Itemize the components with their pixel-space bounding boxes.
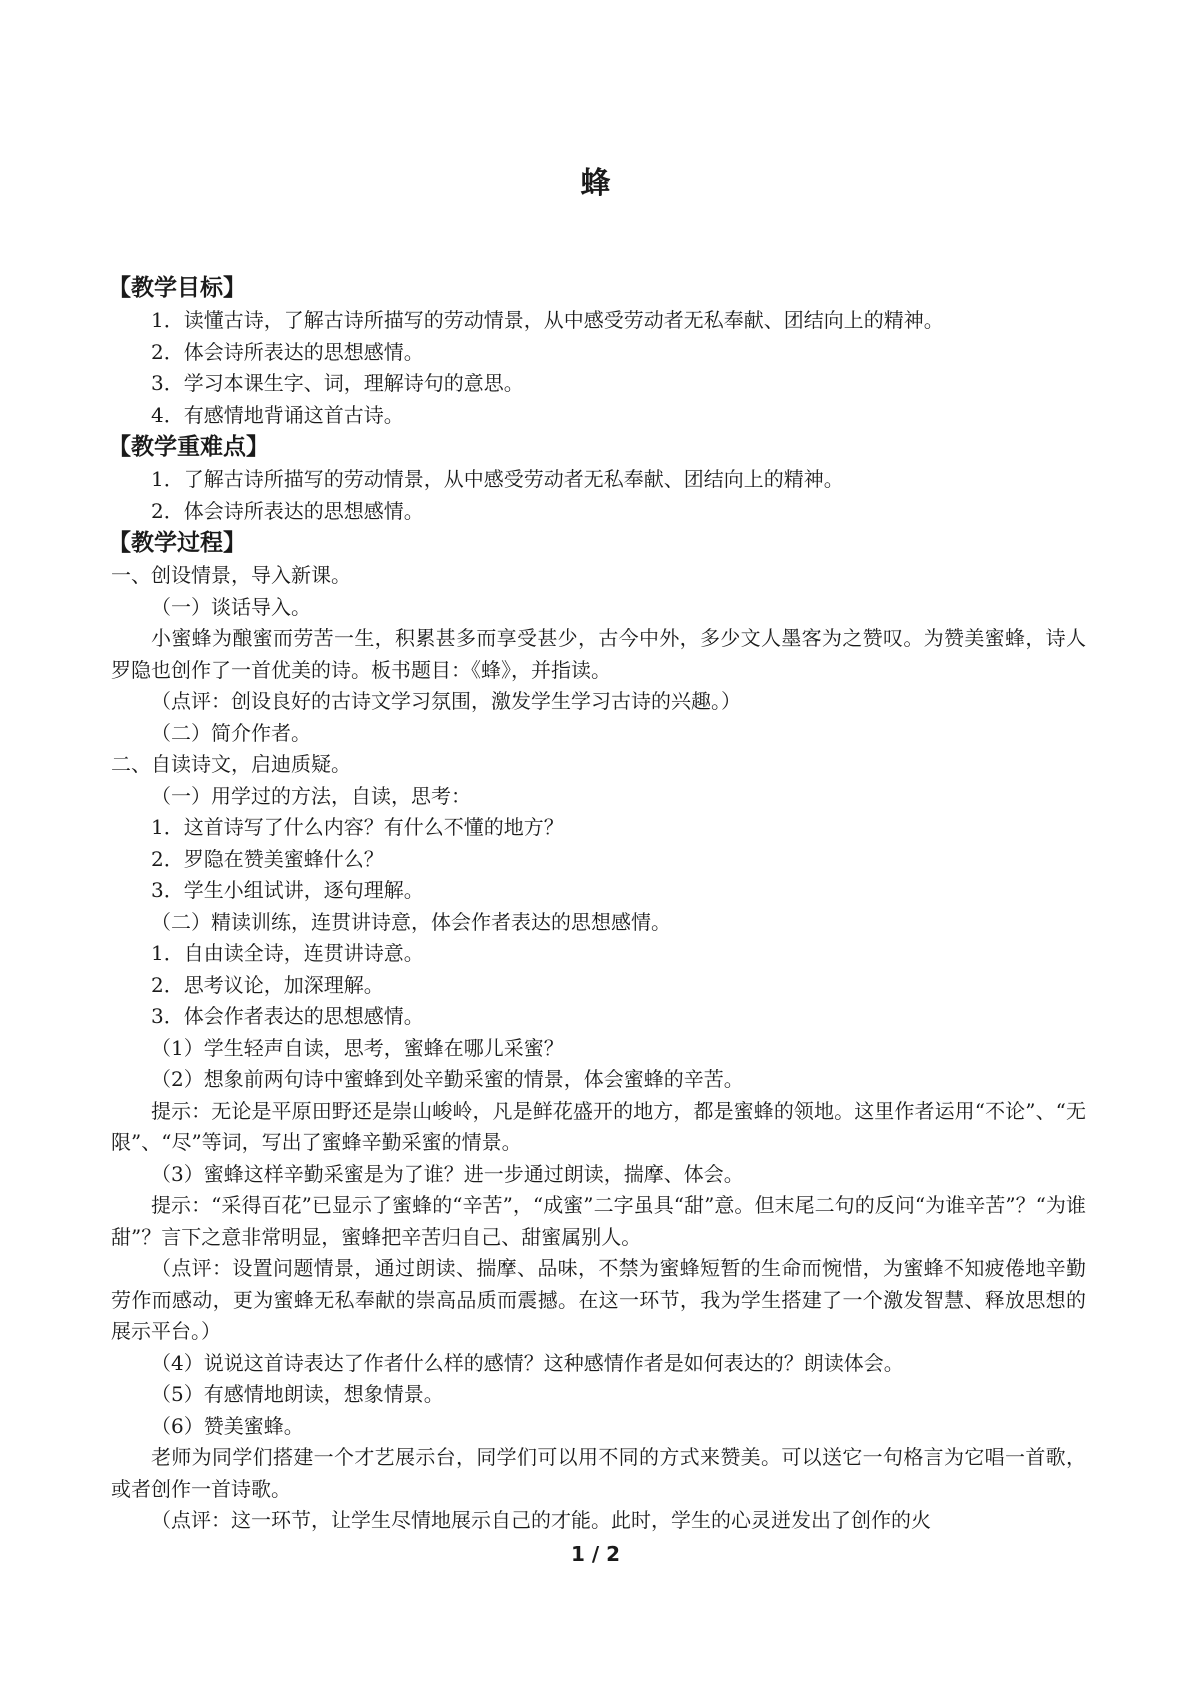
process-subheading: （二）简介作者。	[151, 720, 311, 745]
paragraph: 小蜜蜂为酿蜜而劳苦一生，积累甚多而享受甚少，古今中外，多少文人墨客为之赞叹。为赞美蜜蜂，诗人罗隐也创作了一首优美的诗。板书题目：《蜂》，并指读。	[111, 626, 1086, 682]
task-item: （3）蜜蜂这样辛勤采蜜是为了谁？进一步通过朗读，揣摩、体会。	[151, 1161, 744, 1186]
key-point-item: 2．体会诗所表达的思想感情。	[151, 498, 424, 523]
section-heading-key-points: 【教学重难点】	[108, 434, 269, 460]
step-item: 3．体会作者表达的思想感情。	[151, 1004, 424, 1028]
comment-paragraph: （点评：设置问题情景，通过朗读、揣摩、品味，不禁为蜜蜂短暂的生命而惋惜，为蜜蜂不知疲倦地辛勤劳作而感动，更为蜜蜂无私奉献的崇高品质而震撼。在这一环节，我为学生搭建了一个激发智慧、释放思想的展示平台。）	[111, 1256, 1086, 1343]
comment: （点评：这一环节，让学生尽情地展示自己的才能。此时，学生的心灵迸发出了创作的火	[151, 1508, 931, 1532]
paragraph: 老师为同学们搭建一个才艺展示台，同学们可以用不同的方式来赞美。可以送它一句格言为它唱一首歌，或者创作一首诗歌。	[111, 1445, 1086, 1501]
task-item: （2）想象前两句诗中蜜蜂到处辛勤采蜜的情景，体会蜜蜂的辛苦。	[151, 1067, 744, 1091]
process-subheading: （二）精读训练，连贯讲诗意，体会作者表达的思想感情。	[151, 909, 671, 934]
key-point-item: 1．了解古诗所描写的劳动情景，从中感受劳动者无私奉献、团结向上的精神。	[151, 467, 844, 491]
hint-paragraph: 提示：无论是平原田野还是崇山峻岭，凡是鲜花盛开的地方，都是蜜蜂的领地。这里作者运用“不论”、“无限”、“尽”等词，写出了蜜蜂辛勤采蜜的情景。	[111, 1098, 1086, 1154]
process-part-title: 一、创设情景，导入新课。	[111, 563, 351, 587]
process-subheading: （一）用学过的方法，自读，思考：	[151, 783, 471, 808]
task-item: （1）学生轻声自读，思考，蜜蜂在哪儿采蜜？	[151, 1035, 564, 1060]
task-item: （6）赞美蜜蜂。	[151, 1413, 304, 1438]
question-item: 2．罗隐在赞美蜜蜂什么？	[151, 846, 384, 871]
goal-item: 3．学习本课生字、词，理解诗句的意思。	[151, 371, 524, 395]
page-title: 蜂	[580, 166, 611, 201]
section-heading-process: 【教学过程】	[108, 530, 246, 556]
process-part-title: 二、自读诗文，启迪质疑。	[111, 752, 351, 776]
question-item: 3．学生小组试讲，逐句理解。	[151, 878, 424, 902]
process-subheading: （一）谈话导入。	[151, 594, 311, 619]
step-item: 2．思考议论，加深理解。	[151, 972, 384, 997]
hint-paragraph: 提示：“采得百花”已显示了蜜蜂的“辛苦”，“成蜜”二字虽具“甜”意。但末尾二句的反问“为谁辛苦”？“为谁甜”？言下之意非常明显，蜜蜂把辛苦归自己、甜蜜属别人。	[111, 1193, 1086, 1249]
document-body	[108, 272, 1086, 1537]
step-item: 1．自由读全诗，连贯讲诗意。	[151, 941, 424, 965]
comment: （点评：创设良好的古诗文学习氛围，激发学生学习古诗的兴趣。）	[151, 689, 741, 713]
goal-item: 1．读懂古诗，了解古诗所描写的劳动情景，从中感受劳动者无私奉献、团结向上的精神。	[151, 308, 944, 332]
page-number: 1 / 2	[570, 1542, 621, 1566]
task-item: （5）有感情地朗读，想象情景。	[151, 1382, 444, 1406]
section-heading-goals: 【教学目标】	[108, 275, 246, 301]
goal-item: 4．有感情地背诵这首古诗。	[151, 402, 404, 427]
task-item: （4）说说这首诗表达了作者什么样的感情？这种感情作者是如何表达的？朗读体会。	[151, 1350, 904, 1375]
question-item: 1．这首诗写了什么内容？有什么不懂的地方？	[151, 815, 564, 839]
goal-item: 2．体会诗所表达的思想感情。	[151, 339, 424, 364]
